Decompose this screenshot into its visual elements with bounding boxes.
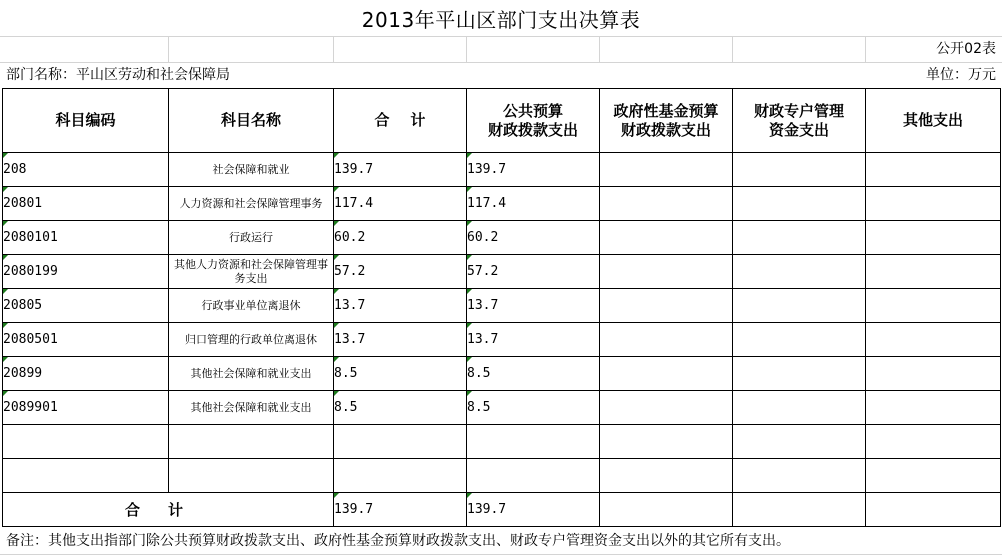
name-cell[interactable]: 其他人力资源和社会保障管理事务支出 xyxy=(169,255,334,289)
public-budget-cell[interactable]: 8.5 xyxy=(467,357,600,391)
other-cell[interactable] xyxy=(866,221,1001,255)
code-cell[interactable]: 20805 xyxy=(3,289,169,323)
public-budget-cell[interactable]: 60.2 xyxy=(467,221,600,255)
total-cell[interactable] xyxy=(334,459,467,493)
public-budget-cell[interactable]: 13.7 xyxy=(467,289,600,323)
footnote: 备注：其他支出指部门除公共预算财政拨款支出、政府性基金预算财政拨款支出、财政专户管理资金支出以外的其它所有支出。 xyxy=(6,533,790,549)
total-cell[interactable]: 8.5 xyxy=(334,357,467,391)
other-cell[interactable] xyxy=(866,255,1001,289)
gov-fund-cell[interactable] xyxy=(600,391,733,425)
code-cell[interactable]: 2089901 xyxy=(3,391,169,425)
code-cell[interactable]: 20801 xyxy=(3,187,169,221)
special-fund-cell[interactable] xyxy=(733,425,866,459)
public-budget-cell[interactable]: 8.5 xyxy=(467,391,600,425)
header-code[interactable]: 科目编码 xyxy=(3,89,169,153)
other-cell[interactable] xyxy=(866,391,1001,425)
total-gov-value[interactable] xyxy=(600,493,733,527)
name-cell[interactable] xyxy=(169,459,334,493)
gov-fund-cell[interactable] xyxy=(600,357,733,391)
expenditure-table xyxy=(2,88,1001,527)
gov-fund-cell[interactable] xyxy=(600,425,733,459)
total-label[interactable]: 合计 xyxy=(3,493,334,527)
public-budget-cell[interactable]: 117.4 xyxy=(467,187,600,221)
special-fund-cell[interactable] xyxy=(733,255,866,289)
public-budget-cell[interactable]: 139.7 xyxy=(467,153,600,187)
header-other[interactable]: 其他支出 xyxy=(866,89,1001,153)
gridline xyxy=(732,36,733,62)
special-fund-cell[interactable] xyxy=(733,323,866,357)
header-gov-fund[interactable]: 政府性基金预算 财政拨款支出 xyxy=(600,89,733,153)
other-cell[interactable] xyxy=(866,425,1001,459)
gridline xyxy=(0,62,1002,63)
special-fund-cell[interactable] xyxy=(733,187,866,221)
header-public-budget[interactable]: 公共预算 财政拨款支出 xyxy=(467,89,600,153)
total-public-value[interactable]: 139.7 xyxy=(467,493,600,527)
gov-fund-cell[interactable] xyxy=(600,221,733,255)
total-cell[interactable]: 117.4 xyxy=(334,187,467,221)
gridline xyxy=(0,554,1002,555)
gridline xyxy=(466,36,467,62)
name-cell[interactable] xyxy=(169,425,334,459)
name-cell[interactable]: 其他社会保障和就业支出 xyxy=(169,357,334,391)
form-number: 公开02表 xyxy=(936,41,996,57)
gov-fund-cell[interactable] xyxy=(600,255,733,289)
gridline xyxy=(865,36,866,62)
special-fund-cell[interactable] xyxy=(733,459,866,493)
table-row xyxy=(3,221,1001,255)
header-name[interactable]: 科目名称 xyxy=(169,89,334,153)
gov-fund-cell[interactable] xyxy=(600,289,733,323)
name-cell[interactable]: 行政运行 xyxy=(169,221,334,255)
code-cell[interactable] xyxy=(3,459,169,493)
total-cell[interactable] xyxy=(334,425,467,459)
special-fund-cell[interactable] xyxy=(733,153,866,187)
header-special-fund[interactable]: 财政专户管理 资金支出 xyxy=(733,89,866,153)
report-title: 2013年平山区部门支出决算表 xyxy=(361,8,641,32)
other-cell[interactable] xyxy=(866,153,1001,187)
total-cell[interactable]: 13.7 xyxy=(334,323,467,357)
table-row xyxy=(3,391,1001,425)
name-cell[interactable]: 人力资源和社会保障管理事务 xyxy=(169,187,334,221)
gov-fund-cell[interactable] xyxy=(600,323,733,357)
other-cell[interactable] xyxy=(866,459,1001,493)
table-row xyxy=(3,255,1001,289)
public-budget-cell[interactable]: 57.2 xyxy=(467,255,600,289)
public-budget-cell[interactable] xyxy=(467,459,600,493)
code-cell[interactable]: 2080501 xyxy=(3,323,169,357)
special-fund-cell[interactable] xyxy=(733,289,866,323)
table-header-row xyxy=(3,89,1001,153)
table-row xyxy=(3,289,1001,323)
table-row xyxy=(3,153,1001,187)
gov-fund-cell[interactable] xyxy=(600,153,733,187)
table-row xyxy=(3,425,1001,459)
public-budget-cell[interactable]: 13.7 xyxy=(467,323,600,357)
header-total[interactable]: 合 计 xyxy=(334,89,467,153)
total-cell[interactable]: 139.7 xyxy=(334,153,467,187)
code-cell[interactable] xyxy=(3,425,169,459)
code-cell[interactable]: 2080101 xyxy=(3,221,169,255)
gridline xyxy=(599,36,600,62)
total-special-value[interactable] xyxy=(733,493,866,527)
other-cell[interactable] xyxy=(866,323,1001,357)
other-cell[interactable] xyxy=(866,357,1001,391)
name-cell[interactable]: 行政事业单位离退休 xyxy=(169,289,334,323)
gov-fund-cell[interactable] xyxy=(600,459,733,493)
gridline xyxy=(333,36,334,62)
special-fund-cell[interactable] xyxy=(733,221,866,255)
unit-label: 单位：万元 xyxy=(926,67,996,83)
table-row xyxy=(3,323,1001,357)
public-budget-cell[interactable] xyxy=(467,425,600,459)
code-cell[interactable]: 2080199 xyxy=(3,255,169,289)
code-cell[interactable]: 20899 xyxy=(3,357,169,391)
total-value[interactable]: 139.7 xyxy=(334,493,467,527)
code-cell[interactable]: 208 xyxy=(3,153,169,187)
table-row xyxy=(3,357,1001,391)
gridline xyxy=(168,36,169,62)
total-cell[interactable]: 8.5 xyxy=(334,391,467,425)
table-row xyxy=(3,187,1001,221)
special-fund-cell[interactable] xyxy=(733,357,866,391)
other-cell[interactable] xyxy=(866,289,1001,323)
table-row xyxy=(3,459,1001,493)
name-cell[interactable]: 社会保障和就业 xyxy=(169,153,334,187)
total-cell[interactable]: 13.7 xyxy=(334,289,467,323)
name-cell[interactable]: 归口管理的行政单位离退休 xyxy=(169,323,334,357)
total-other-value[interactable] xyxy=(866,493,1001,527)
name-cell[interactable]: 其他社会保障和就业支出 xyxy=(169,391,334,425)
total-cell[interactable]: 60.2 xyxy=(334,221,467,255)
total-cell[interactable]: 57.2 xyxy=(334,255,467,289)
department-name: 部门名称：平山区劳动和社会保障局 xyxy=(6,67,230,83)
total-row xyxy=(3,493,1001,527)
special-fund-cell[interactable] xyxy=(733,391,866,425)
other-cell[interactable] xyxy=(866,187,1001,221)
gridline xyxy=(0,36,1002,37)
gov-fund-cell[interactable] xyxy=(600,187,733,221)
